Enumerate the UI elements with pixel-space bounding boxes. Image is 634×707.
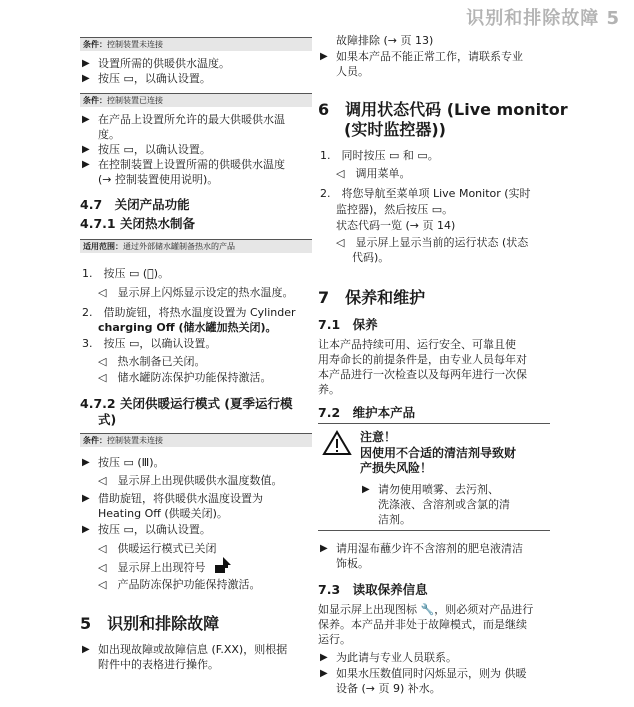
- step-result: ◁ 热水制备已关闭。: [98, 355, 206, 368]
- warning-text: 洁剂。: [378, 513, 411, 526]
- paragraph-line: 本产品进行一次检查以及每两年进行一次保: [318, 368, 527, 381]
- list-item: 按压 ▭，以确认设置。: [98, 143, 211, 156]
- list-item: 如果水压数值同时闪烁显示，则为 供暖: [336, 667, 527, 680]
- section-heading: 式): [98, 412, 117, 427]
- step: 3. 按压 ▭，以确认设置。: [82, 337, 217, 350]
- list-item: 人员。: [336, 65, 369, 78]
- list-item: 在产品上设置所允许的最大供暖供水温: [98, 113, 285, 126]
- step: 2. 借助旋钮，将热水温度设置为 Cylinder: [82, 306, 296, 319]
- list-item: 度。: [98, 128, 120, 141]
- page-header: 识别和排除故障 5: [466, 8, 620, 29]
- section-heading: 7.1 保养: [318, 317, 378, 332]
- step-result: ◁ 产品防冻保护功能保持激活。: [98, 578, 261, 591]
- section-heading: 4.7 关闭产品功能: [80, 197, 190, 212]
- section-heading: 7.3 读取保养信息: [318, 582, 428, 597]
- list-item: 在控制装置上设置所需的供暖供水温度: [98, 158, 285, 171]
- caution-box: 注意！ 因使用不合适的清洁剂导致财 产损失风险！ ▶ 请勿使用喷雾、去污剂、 洗涤液、含溶剂或含氯的清 洁剂。: [318, 423, 550, 531]
- list-item: 按压 ▭，以确认设置。: [98, 72, 211, 85]
- section-heading: 4.7.1 关闭热水制备: [80, 216, 195, 231]
- chapter-heading: 6 调用状态代码 (Live monitor: [318, 100, 568, 119]
- warning-text: 请勿使用喷雾、去污剂、: [378, 483, 499, 496]
- list-item: 按压 ▭，以确认设置。: [98, 523, 211, 536]
- list-item: 借助旋钮，将供暖供水温度设置为: [98, 492, 263, 505]
- warning-title: 因使用不合适的清洁剂导致财: [360, 446, 517, 460]
- list-item: 如果本产品不能正常工作，请联系专业: [336, 50, 523, 63]
- step: charging Off (储水罐加热关闭)。: [98, 321, 277, 334]
- list-item: 设置所需的供暖供水温度。: [98, 57, 230, 70]
- step: 1. 同时按压 ▭ 和 ▭。: [320, 149, 439, 162]
- list-item: 请用湿布蘸少许不含溶剂的肥皂液清洁: [336, 542, 523, 555]
- step-result: ◁ 储水罐防冻保护功能保持激活。: [98, 371, 272, 384]
- step: 状态代码一览 (→ 页 14): [336, 219, 456, 232]
- step-result: ◁ 显示屏上闪烁显示设定的热水温度。: [98, 286, 294, 299]
- condition-bar: 条件：控制装置已连接: [80, 93, 312, 107]
- step-result: ◁ 显示屏上显示当前的运行状态 (状态: [336, 236, 529, 249]
- step-result: 代码)。: [352, 251, 390, 264]
- paragraph-line: 运行。: [318, 633, 351, 646]
- section-heading: 7.2 维护本产品: [318, 405, 416, 420]
- warning-text: 洗涤液、含溶剂或含氯的清: [378, 498, 510, 511]
- list-item: 按压 ▭ (Ⅲ)。: [98, 456, 165, 469]
- paragraph-line: 用寿命长的前提条件是，由专业人员每年对: [318, 353, 527, 366]
- warning-title: 产损失风险！: [360, 461, 433, 475]
- paragraph-line: 让本产品持续可用、运行安全、可靠且使: [318, 338, 516, 351]
- list-item: 设备 (→ 页 9) 补水。: [336, 682, 441, 695]
- chapter-heading: 7 保养和维护: [318, 288, 426, 307]
- condition-bar: 条件：控制装置未连接: [80, 433, 312, 447]
- warning-icon: [322, 430, 352, 456]
- step-result: ◁ 显示屏上出现符号: [98, 561, 206, 574]
- paragraph-line: 养。: [318, 383, 340, 396]
- step: 监控器)，然后按压 ▭。: [336, 203, 454, 216]
- list-item: 如出现故障或故障信息 (F.XX)，则根据: [98, 643, 288, 656]
- list-item: 饰板。: [336, 557, 369, 570]
- paragraph-line: 如显示屏上出现图标 🔧，则必须对产品进行: [318, 603, 534, 616]
- warning-title: 注意！: [360, 430, 397, 444]
- list-item: 为此请与专业人员联系。: [336, 651, 457, 664]
- chapter-heading: 5 识别和排除故障: [80, 614, 220, 633]
- scope-bar: 适用范围：通过外部储水罐制备热水的产品: [80, 239, 312, 253]
- paragraph-line: 保养。本产品并非处于故障模式，而是继续: [318, 618, 527, 631]
- section-heading: 4.7.2 关闭供暖运行模式 (夏季运行模: [80, 396, 293, 411]
- step-result: ◁ 显示屏上出现供暖供水温度数值。: [98, 474, 283, 487]
- list-item: Heating Off (供暖关闭)。: [98, 507, 228, 520]
- summer-mode-icon: [214, 556, 232, 574]
- step: 2. 将您导航至菜单项 Live Monitor (实时: [320, 187, 531, 200]
- list-item: (→ 控制装置使用说明)。: [98, 173, 219, 186]
- list-item: 附件中的表格进行操作。: [98, 658, 219, 671]
- step-result: ◁ 调用菜单。: [336, 167, 411, 180]
- step-result: ◁ 供暖运行模式已关闭: [98, 542, 217, 555]
- step: 1. 按压 ▭ (⌒̈)。: [82, 267, 170, 280]
- condition-bar: 条件：控制装置未连接: [80, 37, 312, 51]
- list-item: 故障排除 (→ 页 13): [336, 34, 434, 47]
- chapter-heading: (实时监控器)): [344, 120, 446, 139]
